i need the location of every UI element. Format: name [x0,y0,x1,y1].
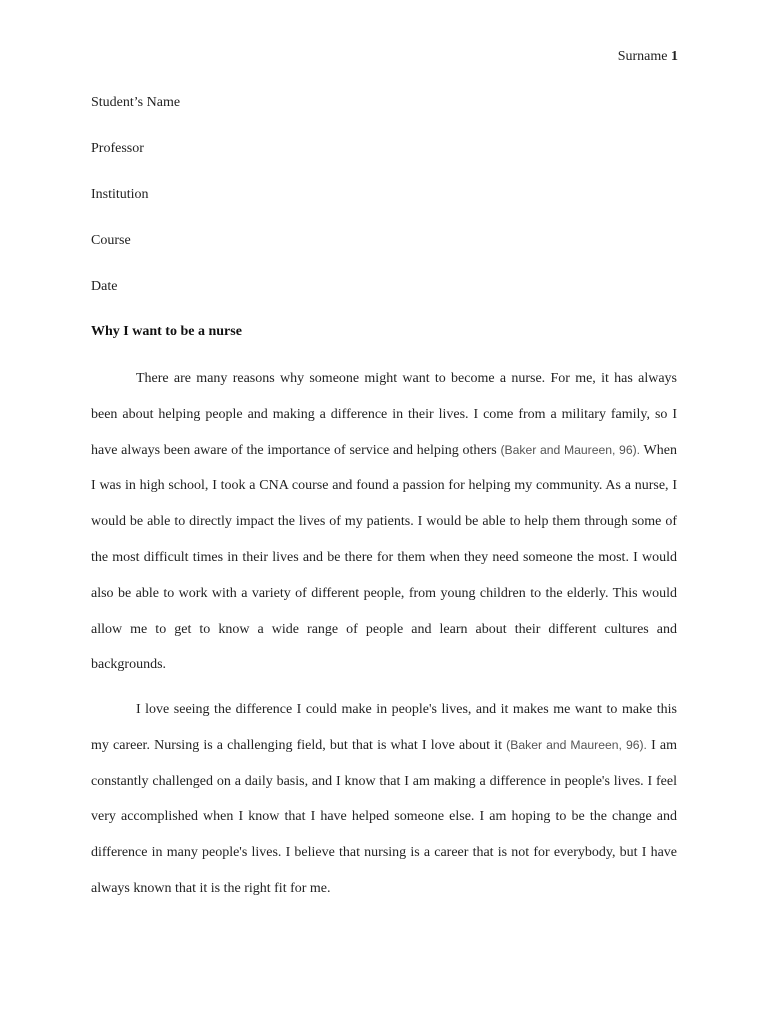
paragraph-2-text-a: I love seeing the difference I could make in people's lives, and it makes me want to make this my career. Nursing is a challenging field, but that is what I love about it [91,702,677,753]
student-name: Student’s Name [91,95,181,110]
date-line: Date [91,279,118,294]
body-paragraph-1 [91,361,677,683]
running-head [618,47,678,67]
institution-name: Institution [91,187,149,202]
professor-name: Professor [91,141,144,156]
paragraph-1-text-b: When I was in high school, I took a CNA course and found a passion for helping my community. As a nurse, I would be able to directly impact the lives of my patients. I would be able to help them through some of the most difficult times in their lives and be there for them when they need someone the most. I would also be able to work with a variety of different people, from young children to the elderly. This would allow me to get to know a wide range of people and learn about their different cultures and backgrounds. [91,442,677,673]
running-head-surname: Surname [617,49,668,64]
page-number: 1 [671,49,678,64]
paragraph-2-text-b: I am constantly challenged on a daily basis, and I know that I am making a difference in people's lives. I feel very accomplished when I know that I have helped someone else. I am hoping to be the change and difference in many people's lives. I believe that nursing is a career that is not for everybody, but I have always known that it is the right fit for me. [91,737,678,896]
paragraph-1-text-a: There are many reasons why someone might want to become a nurse. For me, it has always been about helping people and making a difference in their lives. I come from a military family, so I have always been aware of the importance of service and helping others [91,371,677,458]
paragraph-1-citation: (Baker and Maureen, 96). [500,442,641,457]
course-name: Course [91,233,131,248]
essay-title: Why I want to be a nurse [91,324,242,339]
body-paragraph-2 [91,692,677,907]
paragraph-2-citation: (Baker and Maureen, 96). [506,737,647,752]
